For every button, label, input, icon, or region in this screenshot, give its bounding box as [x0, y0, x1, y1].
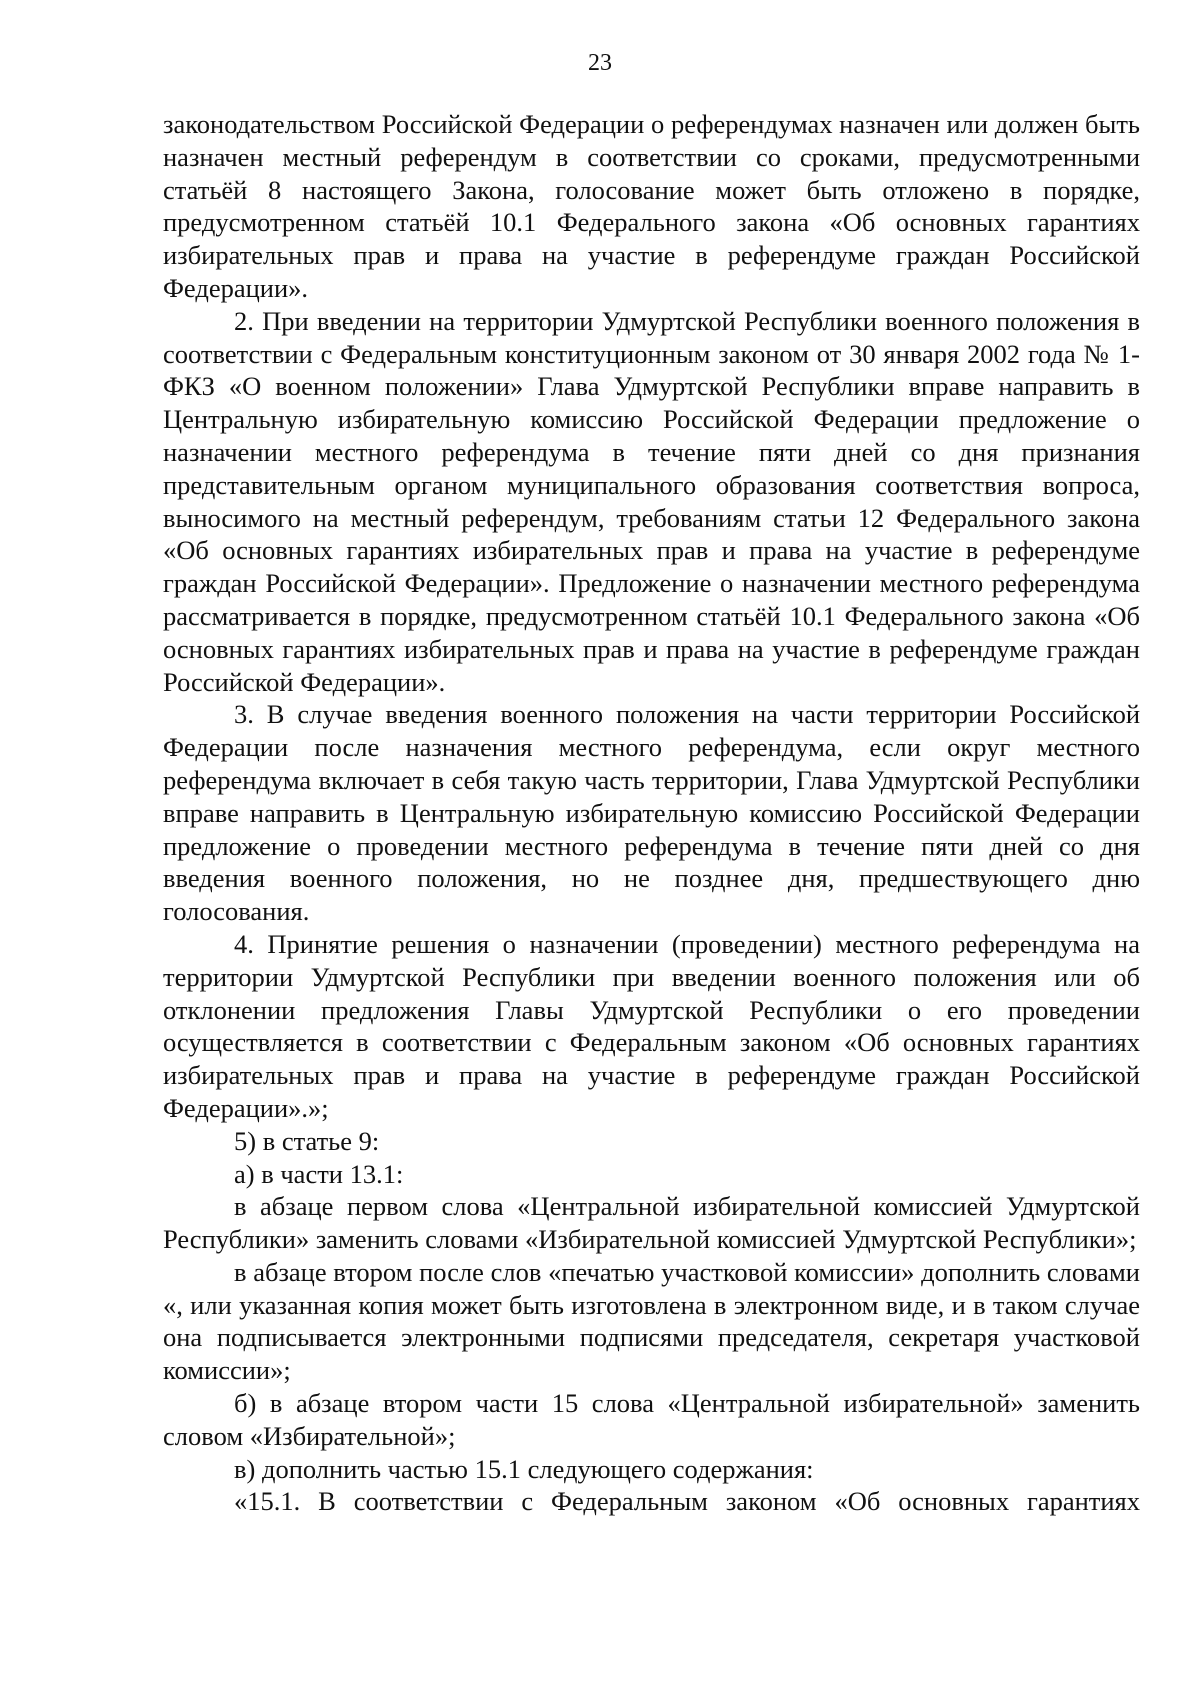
document-body [163, 108, 1140, 1518]
paragraph-subitem-v: в) дополнить частью 15.1 следующего содержания: [234, 1453, 814, 1484]
paragraph-subitem-b: б) в абзаце втором части 15 слова «Центральной избирательной» заменить словом «Избирательной»; [163, 1388, 1140, 1451]
paragraph-part-15-1: «15.1. В соответствии с Федеральным законом «Об основных гарантиях [234, 1486, 1140, 1517]
page-number: 23 [588, 50, 612, 76]
paragraph-subitem-a: а) в части 13.1: [234, 1158, 404, 1189]
paragraph-item-3: 3. В случае введения военного положения на части территории Российской Федерации после назначения местного референдума, если округ местного референдума включает в себя такую часть территории, Глава Удмуртской Республики вправе направить в Центральную избирательную комиссию Российской Федерации предложение о проведении местного референдума в течение пяти дней со дня введения военного положения, но не позднее дня, предшествующего дню голосования. [163, 699, 1140, 927]
paragraph-item-2: 2. При введении на территории Удмуртской Республики военного положения в соответствии с Федеральным конституционным законом от 30 января 2002 года № 1-ФКЗ «О военном положении» Глава Удмуртской Республики вправе направить в Центральную избирательную комиссию Российской Федерации предложение о назначении местного референдума в течение пяти дней со дня признания представительным органом муниципального образования соответствия вопроса, выносимого на местный референдум, требованиям статьи 12 Федерального закона «Об основных гарантиях избирательных прав и права на участие в референдуме граждан Российской Федерации». Предложение о назначении местного референдума рассматривается в порядке, предусмотренном статьёй 10.1 Федерального закона «Об основных гарантиях избирательных прав и права на участие в референдуме граждан Российской Федерации». [163, 305, 1140, 697]
paragraph-amendment-5: 5) в статье 9: [234, 1125, 380, 1156]
paragraph-second-abzac: в абзаце втором после слов «печатью участковой комиссии» дополнить словами «, или указанная копия может быть изготовлена в электронном виде, и в таком случае она подписывается электронными подписями председателя, секретаря участковой комиссии»; [163, 1256, 1140, 1386]
paragraph-continuation: законодательством Российской Федерации о референдумах назначен или должен быть назначен местный референдум в соответствии со сроками, предусмотренными статьёй 8 настоящего Закона, голосование может быть отложено в порядке, предусмотренном статьёй 10.1 Федерального закона «Об основных гарантиях избирательных прав и права на участие в референдуме граждан Российской Федерации». [163, 109, 1140, 303]
paragraph-first-abzac: в абзаце первом слова «Центральной избирательной комиссией Удмуртской Республики» заменить словами «Избирательной комиссией Удмуртской Республики»; [163, 1191, 1140, 1255]
paragraph-item-4: 4. Принятие решения о назначении (проведении) местного референдума на территории Удмуртской Республики при введении военного положения или об отклонении предложения Главы Удмуртской Республики о его проведении осуществляется в соответствии с Федеральным законом «Об основных гарантиях избирательных прав и права на участие в референдуме граждан Российской Федерации».»; [163, 928, 1140, 1123]
